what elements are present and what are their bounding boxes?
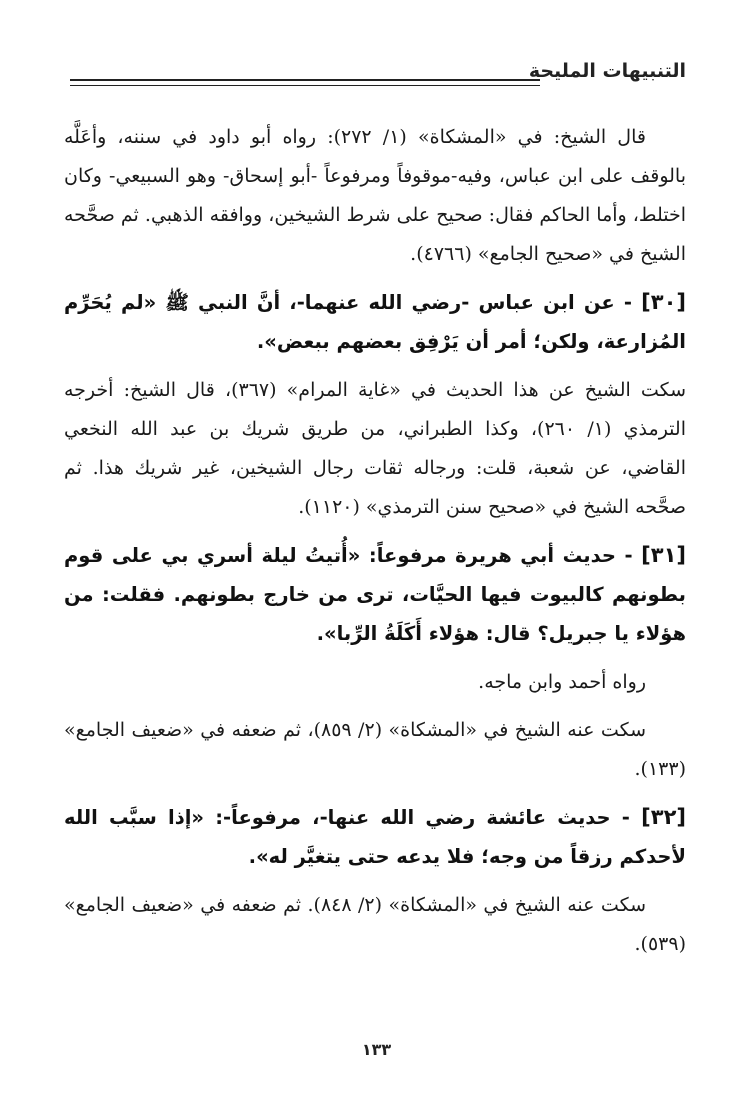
source-note: رواه أحمد وابن ماجه. bbox=[478, 671, 646, 693]
hadith-entry-32 bbox=[64, 798, 686, 876]
header-rule bbox=[70, 79, 540, 86]
commentary-paragraph: سكت عنه الشيخ في «المشكاة» (٢/ ٨٤٨). ثم ضعفه في «ضعيف الجامع» (٥٣٩). bbox=[64, 894, 686, 955]
commentary-paragraph: سكت عنه الشيخ في «المشكاة» (٢/ ٨٥٩)، ثم ضعفه في «ضعيف الجامع» (١٣٣). bbox=[64, 719, 686, 780]
hadith-number: [٣١] bbox=[641, 543, 686, 567]
page-body bbox=[64, 118, 686, 973]
hadith-text: - حديث أبي هريرة مرفوعاً: «أُتيتُ ليلة أسري بي على قوم بطونهم كالبيوت فيها الحيَّات، ترى من خارج بطونهم. فقلت: من هؤلاء يا جبريل؟ قال: هؤلاء أَكَلَةُ الرِّبا». bbox=[64, 544, 686, 645]
hadith-text: - عن ابن عباس -رضي الله عنهما-، أنَّ النبي ﷺ «لم يُحَرِّم المُزارعة، ولكن؛ أمر أن يَرْفِق بعضهم ببعض». bbox=[64, 291, 686, 353]
hadith-number: [٣٠] bbox=[641, 290, 686, 314]
hadith-text: - حديث عائشة رضي الله عنها-، مرفوعاً-: «إذا سبَّب الله لأحدكم رزقاً من وجه؛ فلا يدعه حتى يتغيَّر له». bbox=[64, 806, 686, 868]
commentary-paragraph: سكت الشيخ عن هذا الحديث في «غاية المرام» (٣٦٧)، قال الشيخ: أخرجه الترمذي (١/ ٢٦٠)، وكذا الطبراني، من طريق شريك بن عبد الله النخعي القاضي، عن شعبة، قلت: ورجاله ثقات رجال الشيخين، غير شريك هذا. ثم صحَّحه الشيخ في «صحيح سنن الترمذي» (١١٢٠). bbox=[64, 379, 686, 518]
hadith-number: [٣٢] bbox=[641, 805, 686, 829]
hadith-entry-30 bbox=[64, 283, 686, 361]
commentary-paragraph: قال الشيخ: في «المشكاة» (١/ ٢٧٢): رواه أبو داود في سننه، وأعَلَّه بالوقف على ابن عباس، وفيه-موقوفاً ومرفوعاً -أبو إسحاق- وهو السبيعي- وكان اختلط، وأما الحاكم فقال: صحيح على شرط الشيخين، ووافقه الذهبي. ثم صحَّحه الشيخ في «صحيح الجامع» (٤٧٦٦). bbox=[64, 126, 686, 265]
hadith-entry-31 bbox=[64, 536, 686, 653]
running-header-title: التنبيهات المليحة bbox=[528, 60, 686, 82]
page-number: ١٣٣ bbox=[361, 1040, 392, 1059]
running-header bbox=[70, 56, 686, 96]
